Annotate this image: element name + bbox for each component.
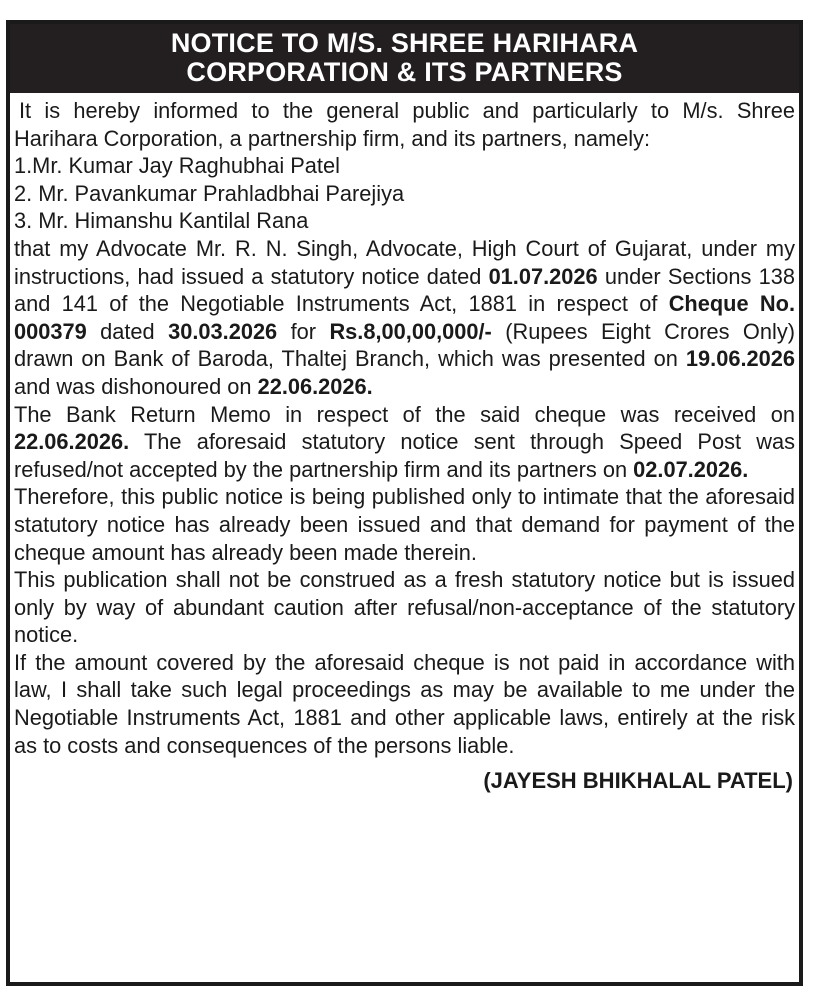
dishonour-date: 22.06.2026.	[257, 373, 373, 399]
intro-paragraph: It is hereby informed to the general public and particularly to M/s. Shree Harihara Corporation, a partnership firm, and its partners, namely:	[14, 98, 795, 151]
refused-date: 02.07.2026.	[633, 456, 749, 482]
cheque-date: 30.03.2026	[168, 318, 278, 344]
text-run: dated	[86, 318, 169, 344]
legal-proceedings-paragraph: If the amount covered by the aforesaid cheque is not paid in accordance with law, I shall take such legal proceedings as may be available to me under the Negotiable Instruments Act, 1881 and other applicable laws, entirely at the risk as to costs and consequences of the persons liable.	[14, 649, 795, 758]
title-line-1: NOTICE TO M/S. SHREE HARIHARA	[170, 28, 639, 58]
text-run: The Bank Return Memo in respect of the said cheque was received on	[14, 401, 795, 427]
intimation-paragraph: Therefore, this public notice is being published only to intimate that the aforesaid statutory notice has already been issued and that demand for payment of the cheque amount has already been made therein.	[14, 484, 795, 565]
notice-title	[10, 24, 799, 93]
caution-paragraph: This publication shall not be construed as a fresh statutory notice but is issued only by way of abundant caution after refusal/non-acceptance of the statutory notice.	[14, 567, 795, 648]
cheque-details-paragraph	[14, 235, 795, 401]
text-run: for	[277, 318, 330, 344]
signature: (JAYESH BHIKHALAL PATEL)	[483, 768, 793, 794]
cheque-amount: Rs.8,00,00,000/-	[329, 318, 492, 344]
text-run: and was dishonoured on	[14, 373, 258, 399]
partner-item: 2. Mr. Pavankumar Prahladbhai Parejiya	[14, 180, 405, 206]
text-run: under Sections 138 and 141 of the Negotiable Instruments Act, 1881 in respect of	[14, 263, 795, 317]
presented-date: 19.06.2026	[685, 346, 795, 372]
cheque-number: Cheque No. 000379	[14, 291, 795, 344]
partner-item: 1.Mr. Kumar Jay Raghubhai Patel	[14, 153, 340, 179]
memo-date: 22.06.2026.	[14, 429, 130, 455]
notice-date: 01.07.2026	[488, 263, 598, 289]
public-notice	[6, 20, 803, 986]
text-run: (Rupees Eight Crores Only) drawn on Bank of Baroda, Thaltej Branch, which was presented on	[14, 318, 795, 372]
partners-list	[14, 152, 795, 235]
text-run: The aforesaid statutory notice sent through Speed Post was refused/not accepted by the partnership firm and its partners on	[14, 429, 795, 482]
notice-body	[10, 93, 799, 795]
partner-item: 3. Mr. Himanshu Kantilal Rana	[14, 208, 309, 234]
text-run: that my Advocate Mr. R. N. Singh, Advocate, High Court of Gujarat, under my instructions, had issued a statutory notice dated	[14, 235, 795, 289]
return-memo-paragraph	[14, 401, 795, 484]
title-line-2: CORPORATION & ITS PARTNERS	[186, 57, 623, 87]
